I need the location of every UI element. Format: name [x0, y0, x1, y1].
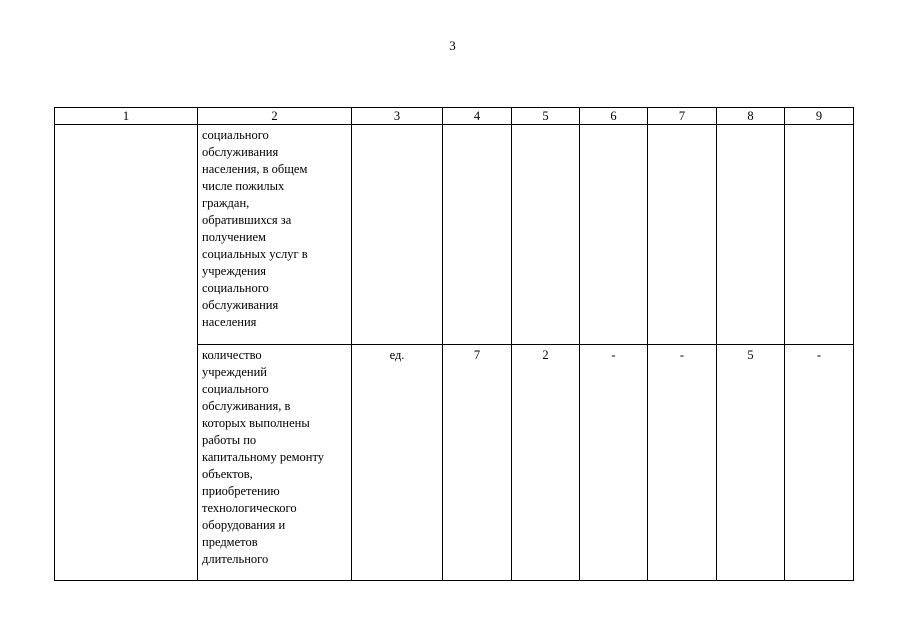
header-cell-4: 4 [443, 108, 512, 125]
page-number: 3 [449, 38, 456, 53]
header-cell-3: 3 [352, 108, 443, 125]
value-cell [648, 125, 717, 345]
value-cell [443, 125, 512, 345]
value-cell: - [580, 345, 648, 581]
value-cell: 2 [512, 345, 580, 581]
header-cell-7: 7 [648, 108, 717, 125]
value-cell: 7 [443, 345, 512, 581]
value-cell: - [648, 345, 717, 581]
value-cell [717, 125, 785, 345]
unit-cell [352, 125, 443, 345]
header-cell-6: 6 [580, 108, 648, 125]
value-cell: 5 [717, 345, 785, 581]
table-row [55, 125, 854, 345]
header-cell-2: 2 [198, 108, 352, 125]
header-cell-9: 9 [785, 108, 854, 125]
table-header-row [55, 108, 854, 125]
row-group-cell [55, 125, 198, 581]
indicator-description: количество учреждений социального обслуживания, в которых выполнены работы по капитальному ремонту объектов, приобретению технологического оборудования и предметов длительного [198, 345, 352, 581]
value-cell: - [785, 345, 854, 581]
value-cell [785, 125, 854, 345]
header-cell-1: 1 [55, 108, 198, 125]
value-cell [512, 125, 580, 345]
unit-cell: ед. [352, 345, 443, 581]
value-cell [580, 125, 648, 345]
header-cell-8: 8 [717, 108, 785, 125]
indicator-description: социального обслуживания населения, в общем числе пожилых граждан, обратившихся за получением социальных услуг в учреждения социального обслуживания населения [198, 125, 352, 345]
indicators-table [54, 107, 854, 581]
header-cell-5: 5 [512, 108, 580, 125]
